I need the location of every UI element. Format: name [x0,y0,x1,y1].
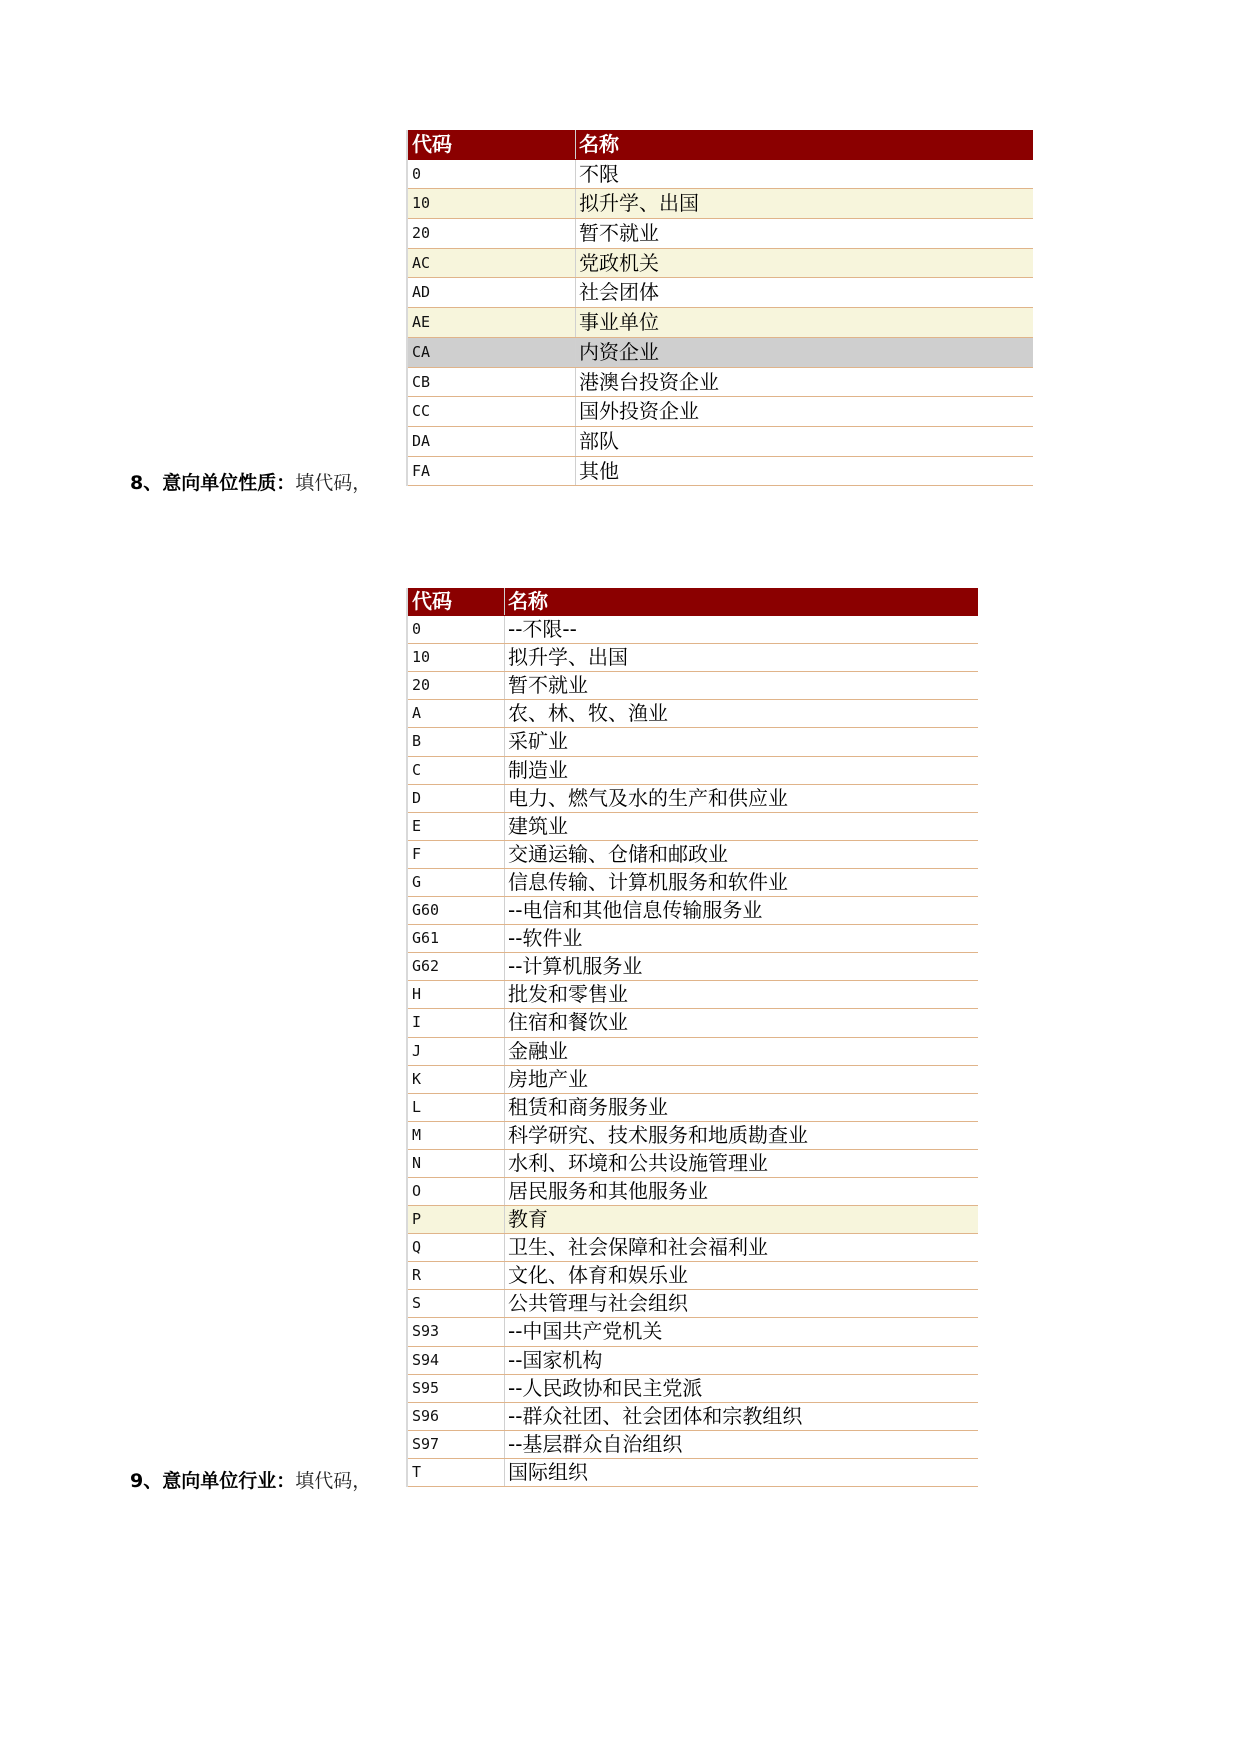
table-row[interactable] [408,1262,978,1290]
table-row[interactable] [408,397,1033,427]
unit-industry-code-table [406,588,978,1487]
row-name: --软件业 [508,926,583,951]
row-name: 批发和零售业 [508,982,628,1007]
row-name: 科学研究、技术服务和地质勘查业 [508,1122,808,1147]
row-name: 暂不就业 [579,221,659,246]
row-code: P [408,1206,505,1233]
row-code: CB [408,368,576,397]
table-row[interactable] [408,249,1033,279]
row-code: N [408,1150,505,1177]
row-code: O [408,1178,505,1205]
row-code: E [408,813,505,840]
row-name: 房地产业 [508,1066,588,1091]
row-code: AE [408,308,576,337]
row-code: B [408,728,505,755]
table-row[interactable] [408,427,1033,457]
table-row[interactable] [408,189,1033,219]
table-row[interactable] [408,1318,978,1346]
row-code: S97 [408,1431,505,1458]
header-name: 名称 [508,589,548,613]
table-row[interactable] [408,728,978,756]
table-body [408,616,978,1487]
item-9-hint: 填代码， [295,1470,372,1492]
item-8-number: 8、 [130,472,163,494]
row-code: T [408,1459,505,1486]
table-row[interactable] [408,953,978,981]
table-row[interactable] [408,672,978,700]
table-row[interactable] [408,1009,978,1037]
row-code: 10 [408,644,505,671]
row-code: 0 [408,616,505,643]
row-code: AD [408,278,576,307]
row-code: S [408,1290,505,1317]
row-code: 10 [408,189,576,218]
table-row[interactable] [408,1122,978,1150]
table-row[interactable] [408,1290,978,1318]
table-row[interactable] [408,457,1033,487]
table-row[interactable] [408,308,1033,338]
table-row[interactable] [408,897,978,925]
unit-nature-code-table [406,130,1033,486]
row-code: D [408,785,505,812]
row-code: AC [408,249,576,278]
item-8-hint: 填代码， [295,472,372,494]
row-name: 拟升学、出国 [508,645,628,670]
row-code: G61 [408,925,505,952]
row-code: FA [408,457,576,486]
table-row[interactable] [408,869,978,897]
table-row[interactable] [408,813,978,841]
item-8-title: 意向单位性质： [162,472,296,494]
row-name: 内资企业 [579,339,659,364]
row-name: 事业单位 [579,310,659,335]
row-code: S95 [408,1375,505,1402]
item-9-number: 9、 [130,1470,163,1492]
row-name: --基层群众自治组织 [508,1431,683,1456]
row-name: 公共管理与社会组织 [508,1291,688,1316]
row-name: --国家机构 [508,1347,603,1372]
row-name: 交通运输、仓储和邮政业 [508,841,728,866]
row-name: 电力、燃气及水的生产和供应业 [508,785,788,810]
row-code: Q [408,1234,505,1261]
row-name: --计算机服务业 [508,954,643,979]
table-row[interactable] [408,616,978,644]
row-code: F [408,841,505,868]
row-name: --群众社团、社会团体和宗教组织 [508,1403,803,1428]
row-name: 信息传输、计算机服务和软件业 [508,869,788,894]
row-code: 20 [408,219,576,248]
header-code: 代码 [408,130,576,159]
row-code: DA [408,427,576,456]
row-code: C [408,757,505,784]
table-row[interactable] [408,338,1033,368]
row-name: 拟升学、出国 [579,191,699,216]
row-name: 社会团体 [579,280,659,305]
row-name: 国际组织 [508,1459,588,1484]
row-name: --电信和其他信息传输服务业 [508,898,763,923]
table-row[interactable] [408,644,978,672]
table-row[interactable] [408,841,978,869]
table-body [408,160,1033,487]
table-row[interactable] [408,160,1033,190]
row-code: H [408,981,505,1008]
row-code: L [408,1094,505,1121]
row-code: S96 [408,1403,505,1430]
row-code: CC [408,397,576,426]
table-row[interactable] [408,925,978,953]
table-row[interactable] [408,757,978,785]
row-code: 0 [408,160,576,189]
item-9-label [130,1466,371,1493]
row-name: 国外投资企业 [579,399,699,424]
row-name: 金融业 [508,1038,568,1063]
table-row[interactable] [408,1375,978,1403]
row-name: 港澳台投资企业 [579,369,719,394]
row-code: I [408,1009,505,1036]
row-code: CA [408,338,576,367]
table-row[interactable] [408,278,1033,308]
row-code: S93 [408,1318,505,1345]
row-name: --中国共产党机关 [508,1319,663,1344]
item-8-label [130,468,371,495]
row-name: 教育 [508,1207,548,1232]
row-name: 居民服务和其他服务业 [508,1178,708,1203]
row-code: G62 [408,953,505,980]
row-name: --不限-- [508,617,577,642]
row-name: 文化、体育和娱乐业 [508,1263,688,1288]
row-name: 住宿和餐饮业 [508,1010,628,1035]
header-name: 名称 [579,132,619,156]
table-row[interactable] [408,1347,978,1375]
row-name: 党政机关 [579,250,659,275]
table-row[interactable] [408,1234,978,1262]
table-row[interactable] [408,981,978,1009]
table-row[interactable] [408,700,978,728]
table-row[interactable] [408,1094,978,1122]
item-9-title: 意向单位行业： [162,1470,296,1492]
header-code: 代码 [408,588,505,615]
row-name: 卫生、社会保障和社会福利业 [508,1235,768,1260]
row-name: 制造业 [508,757,568,782]
row-name: 不限 [579,161,619,186]
row-code: A [408,700,505,727]
table-row[interactable] [408,219,1033,249]
row-name: --人民政协和民主党派 [508,1375,703,1400]
row-code: G [408,869,505,896]
row-name: 部队 [579,428,619,453]
table-row[interactable] [408,1038,978,1066]
table-header [408,130,1033,160]
row-name: 采矿业 [508,729,568,754]
row-name: 暂不就业 [508,673,588,698]
row-name: 其他 [579,458,619,483]
row-name: 建筑业 [508,813,568,838]
table-row[interactable] [408,1459,978,1487]
row-name: 水利、环境和公共设施管理业 [508,1150,768,1175]
table-row[interactable] [408,1431,978,1459]
row-code: G60 [408,897,505,924]
table-header [408,588,978,616]
row-code: J [408,1038,505,1065]
row-name: 租赁和商务服务业 [508,1094,668,1119]
table-row[interactable] [408,785,978,813]
row-code: K [408,1066,505,1093]
table-row[interactable] [408,368,1033,398]
row-code: M [408,1122,505,1149]
row-code: 20 [408,672,505,699]
row-name: 农、林、牧、渔业 [508,701,668,726]
row-code: R [408,1262,505,1289]
table-row[interactable] [408,1178,978,1206]
table-row[interactable] [408,1403,978,1431]
table-row[interactable] [408,1206,978,1234]
table-row[interactable] [408,1066,978,1094]
table-row[interactable] [408,1150,978,1178]
row-code: S94 [408,1347,505,1374]
